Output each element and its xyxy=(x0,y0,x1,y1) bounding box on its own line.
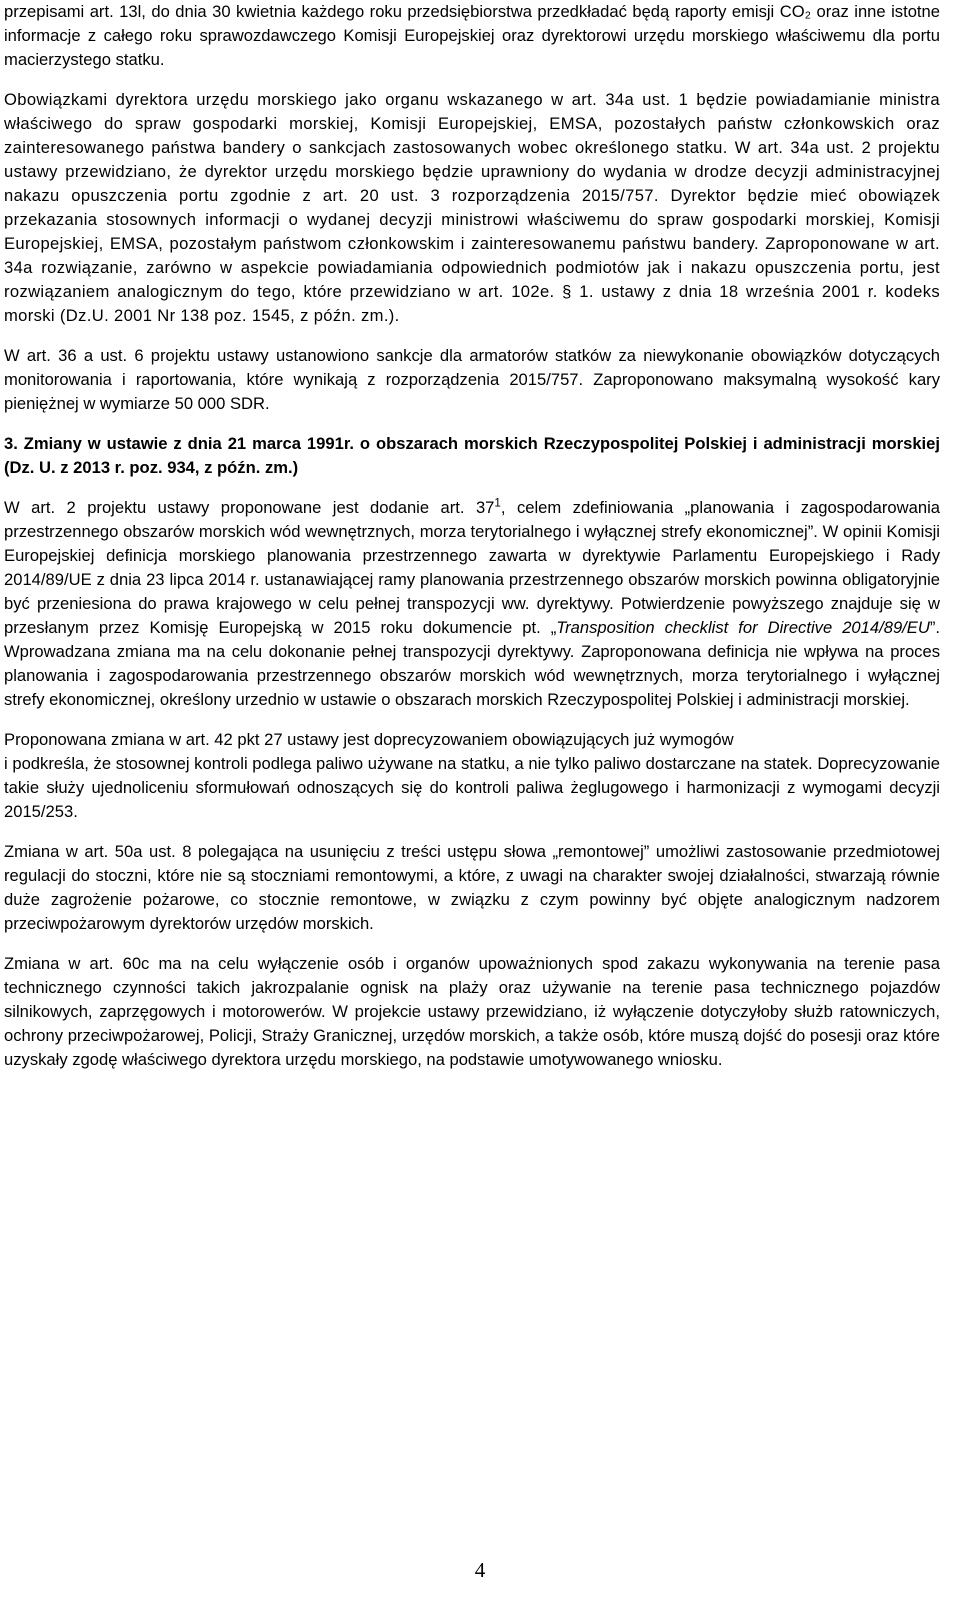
page-number: 4 xyxy=(474,1558,486,1582)
paragraph-art-50a-change: Zmiana w art. 50a ust. 8 polegająca na usunięciu z treści ustępu słowa „remontowej” umożliwi zastosowanie przedmiotowej regulacji do stoczni, które nie są stoczniami remontowymi, a które, z uwagi na charakter swojej działalności, stwarzają równie duże zagrożenie pożarowe, co stocznie remontowe, w związku z czym powinny być objęte analogicznym nadzorem przeciwpożarowym dyrektorów urzędów morskich. xyxy=(4,842,940,933)
paragraph-art-42-continuation: i podkreśla, że stosownej kontroli podlega paliwo używane na statku, a nie tylko paliwo dostarczane na statek. Doprecyzowanie takie służy ujednoliceniu sformułowań odnoszących się do kontroli paliwa żeglugowego i harmonizacji z wymogami decyzji 2015/253. xyxy=(4,754,940,821)
paragraph-art-37-text-middle: , celem zdefiniowania „planowania i zagospodarowania przestrzennego obszarów morskich wód wewnętrznych, morza terytorialnego i wyłącznej strefy ekonomicznej”. W opinii Komisji Europejskiej definicja morskiego planowania przestrzennego zawarta w dyrektywie Parlamentu Europejskiego i Rady 2014/89/UE z dnia 23 lipca 2014 r. ustanawiającej ramy planowania przestrzennego obszarów morskich powinna obligatoryjnie być przeniesiona do prawa krajowego w celu pełnej transpozycji ww. dyrektywy. Potwierdzenie powyższego znajduje się w przesłanym przez Komisję Europejską w 2015 roku dokumencie pt. „ xyxy=(4,498,941,637)
paragraph-art-37-definition xyxy=(4,496,940,712)
paragraph-art-37-text-start: W art. 2 projektu ustawy proponowane jest dodanie art. 37 xyxy=(4,498,495,517)
paragraph-co2-reports: przepisami art. 13l, do dnia 30 kwietnia każdego roku przedsiębiorstwa przedkładać będą raporty emisji CO₂ oraz inne istotne informacje z całego roku sprawozdawczego Komisji Europejskiej oraz dyrektorowi urzędu morskiego właściwemu dla portu macierzystego statku. xyxy=(4,2,940,69)
paragraph-art-60c-change: Zmiana w art. 60c ma na celu wyłączenie osób i organów upoważnionych spod zakazu wykonywania na terenie pasa technicznego czynności takich jakrozpalanie ognisk na plaży oraz używanie na terenie pasa technicznego pojazdów silnikowych, zaprzęgowych i motorowerów. W projekcie ustawy przewidziano, iż wyłączenie dotyczyłoby służb ratowniczych, ochrony przeciwpożarowej, Policji, Straży Granicznej, urzędów morskich, a także osób, które muszą dojść do posesji oraz które uzyskały zgodę właściwego dyrektora urzędu morskiego, na podstawie umotywowanego wniosku. xyxy=(4,954,940,1069)
paragraph-art-42-change: Proponowana zmiana w art. 42 pkt 27 ustawy jest doprecyzowaniem obowiązujących już wymogów xyxy=(4,730,734,749)
paragraph-sanctions: W art. 36 a ust. 6 projektu ustawy ustanowiono sankcje dla armatorów statków za niewykonanie obowiązków dotyczących monitorowania i raportowania, które wynikają z rozporządzenia 2015/757. Zaproponowano maksymalną wysokość kary pieniężnej w wymiarze 50 000 SDR. xyxy=(4,346,940,413)
transposition-checklist-title: Transposition checklist for Directive 2014/89/EU xyxy=(556,618,930,637)
section-heading-3: 3. Zmiany w ustawie z dnia 21 marca 1991r. o obszarach morskich Rzeczypospolitej Polskiej i administracji morskiej (Dz. U. z 2013 r. poz. 934, z późn. zm.) xyxy=(4,434,940,477)
article-superscript: 1 xyxy=(494,496,501,510)
paragraph-art-37-text-end: ”. Wprowadzana zmiana ma na celu dokonanie pełnej transpozycji dyrektywy. Zaproponowana definicja nie wpływa na proces planowania i zagospodarowania przestrzennego obszarów morskich wód wewnętrznych, morza terytorialnego i wyłącznej strefy ekonomicznej, określony urzednio w ustawie o obszarach morskich Rzeczypospolitej Polskiej i administracji morskiej. xyxy=(4,618,940,709)
paragraph-director-duties: Obowiązkami dyrektora urzędu morskiego jako organu wskazanego w art. 34a ust. 1 będzie powiadamianie ministra właściwego do spraw gospodarki morskiej, Komisji Europejskiej, EMSA, pozostałych państw członkowskich oraz zainteresowanego państwa bandery o sankcjach zastosowanych wobec określonego statku. W art. 34a ust. 2 projektu ustawy przewidziano, że dyrektor urzędu morskiego będzie uprawniony do wydania w drodze decyzji administracyjnej nakazu opuszczenia portu zgodnie z art. 20 ust. 3 rozporządzenia 2015/757. Dyrektor będzie mieć obowiązek przekazania stosownych informacji o wydanej decyzji ministrowi właściwemu do spraw gospodarki morskiej, Komisji Europejskiej, EMSA, pozostałym państwom członkowskim i zainteresowanemu państwu bandery. Zaproponowane w art. 34a rozwiązanie, zarówno w aspekcie powiadamiania odpowiednich podmiotów jak i nakazu opuszczenia portu, jest rozwiązaniem analogicznym do tego, które przewidziano w art. 102e. § 1. ustawy z dnia 18 września 2001 r. kodeks morski (Dz.U. 2001 Nr 138 poz. 1545, z późn. zm.). xyxy=(4,90,940,325)
